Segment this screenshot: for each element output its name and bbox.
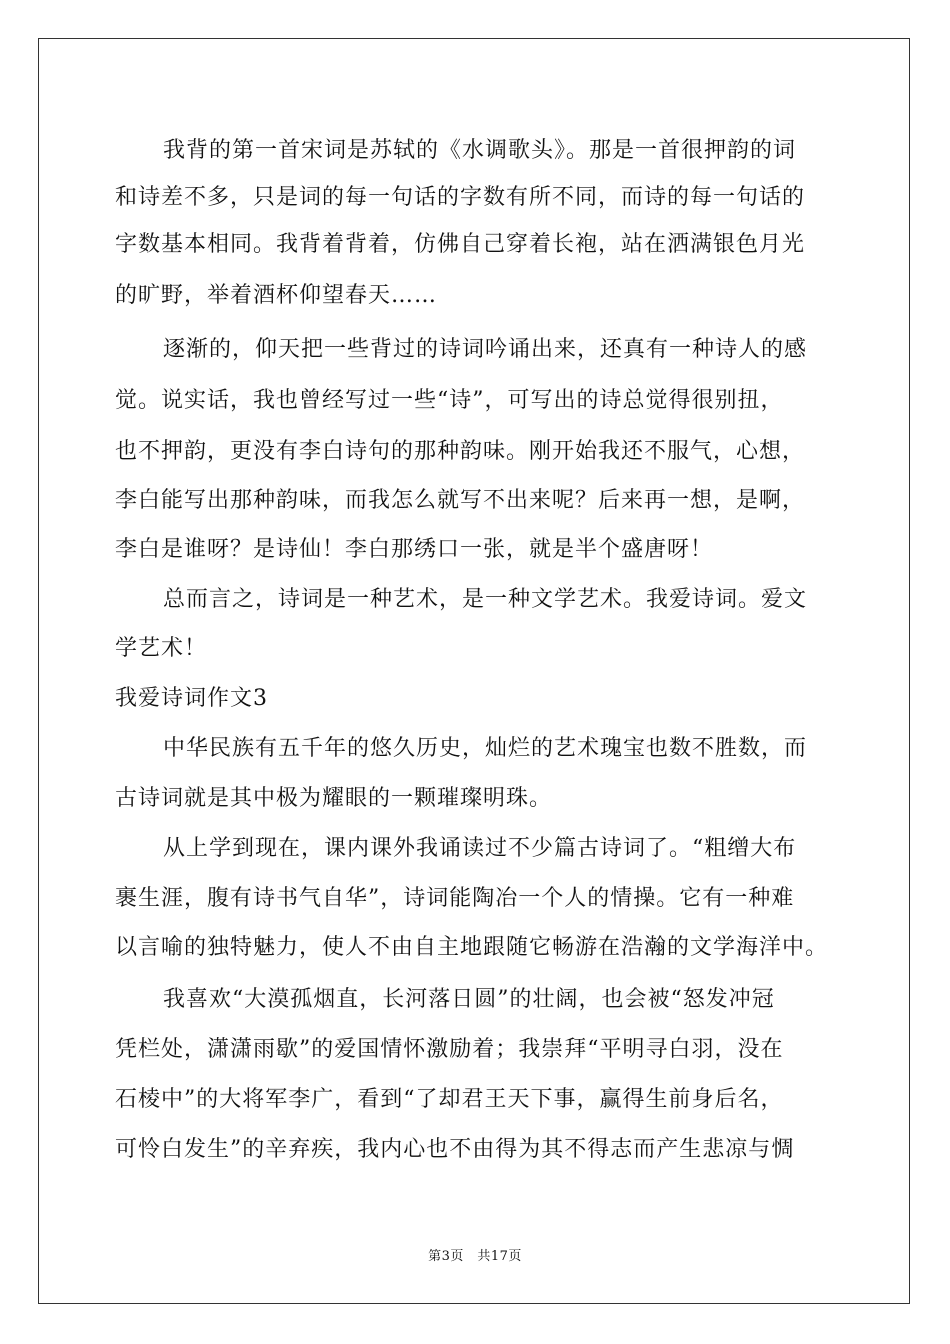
paragraph-line: 我喜欢“大漠孤烟直，长河落日圆”的壮阔，也会被“怒发冲冠 <box>163 987 775 1012</box>
paragraph-line: 裹生涯，腹有诗书气自华”，诗词能陶冶一个人的情操。它有一种难 <box>115 886 795 911</box>
paragraph-line: 以言喻的独特魅力，使人不由自主地跟随它畅游在浩瀚的文学海洋中。 <box>115 935 829 960</box>
paragraph-line: 古诗词就是其中极为耀眼的一颗璀璨明珠。 <box>115 786 553 811</box>
paragraph-line: 中华民族有五千年的悠久历史，灿烂的艺术瑰宝也数不胜数，而 <box>163 736 808 761</box>
paragraph-line: 的旷野，举着酒杯仰望春天…… <box>115 283 438 308</box>
paragraph-line: 总而言之，诗词是一种艺术，是一种文学艺术。我爱诗词。爱文 <box>163 587 808 612</box>
paragraph-line: 也不押韵，更没有李白诗句的那种韵味。刚开始我还不服气，心想， <box>115 439 806 464</box>
paragraph-line: 凭栏处，潇潇雨歇”的爱国情怀激励着；我崇拜“平明寻白羽，没在 <box>115 1037 784 1062</box>
paragraph-line: 李白能写出那种韵味，而我怎么就写不出来呢？后来再一想，是啊， <box>115 488 806 513</box>
paragraph-line: 逐渐的，仰天把一些背过的诗词吟诵出来，还真有一种诗人的感 <box>163 337 808 362</box>
paragraph-line: 石棱中”的大将军李广，看到“了却君王天下事，赢得生前身后名， <box>115 1087 784 1112</box>
paragraph-line: 可怜白发生”的辛弃疾，我内心也不由得为其不得志而产生悲凉与惆 <box>115 1137 795 1162</box>
paragraph-line: 和诗差不多，只是词的每一句话的字数有所不同，而诗的每一句话的 <box>115 185 806 210</box>
paragraph-line: 我背的第一首宋词是苏轼的《水调歌头》。那是一首很押韵的词 <box>163 138 797 163</box>
section-heading: 我爱诗词作文3 <box>115 686 268 711</box>
paragraph-line: 李白是谁呀？是诗仙！李白那绣口一张，就是半个盛唐呀！ <box>115 537 714 562</box>
paragraph-line: 觉。说实话，我也曾经写过一些“诗”，可写出的诗总觉得很别扭， <box>115 388 784 413</box>
page-footer: 第3页 共17页 <box>428 1249 522 1264</box>
paragraph-line: 从上学到现在，课内课外我诵读过不少篇古诗词了。“粗缯大布 <box>163 836 797 861</box>
paragraph-line: 字数基本相同。我背着背着，仿佛自己穿着长袍，站在洒满银色月光 <box>115 232 806 257</box>
paragraph-line: 学艺术！ <box>115 636 208 661</box>
